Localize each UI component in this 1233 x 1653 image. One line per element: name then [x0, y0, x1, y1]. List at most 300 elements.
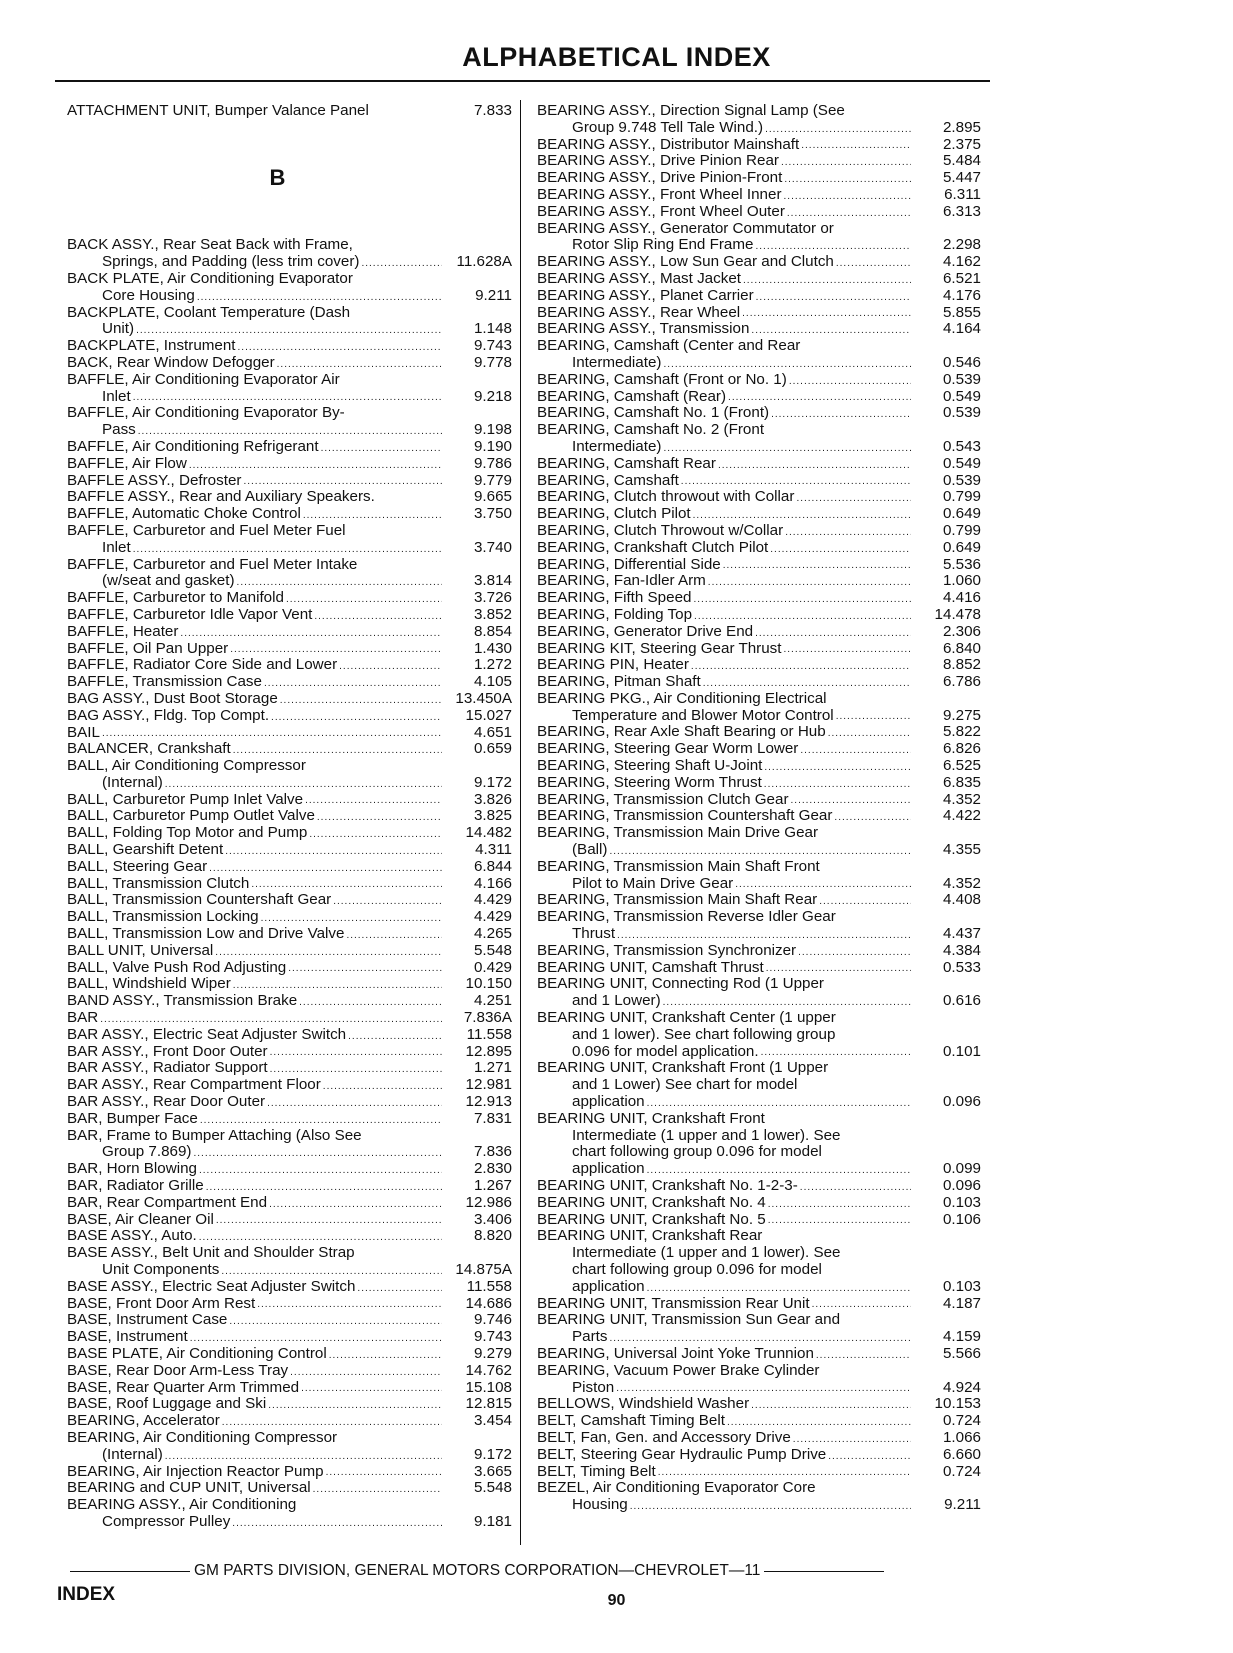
leader-dots	[180, 627, 442, 641]
leader-dots	[102, 727, 442, 741]
leader-dots	[277, 358, 442, 372]
index-entry	[67, 892, 512, 909]
entry-text: BEARING, Clutch Throwout w/Collar	[537, 522, 784, 539]
leader-dots	[658, 1466, 911, 1480]
index-entry	[67, 1195, 512, 1212]
index-entry-continuation	[537, 1161, 981, 1178]
group-number: 4.166	[473, 875, 512, 892]
leader-dots	[609, 1332, 911, 1346]
index-entry	[67, 473, 512, 490]
index-entry-continuation	[67, 573, 512, 590]
entry-text: BEARING ASSY., Generator Commutator or	[537, 220, 834, 237]
leader-dots	[755, 240, 911, 254]
group-number: 3.406	[473, 1211, 512, 1228]
index-entry	[537, 254, 981, 271]
group-number: 0.103	[942, 1194, 981, 1211]
index-entry	[67, 909, 512, 926]
entry-text: BEARING ASSY., Direction Signal Lamp (See	[537, 103, 845, 119]
index-entry-continuation	[67, 389, 512, 406]
entry-text: Inlet	[102, 388, 131, 405]
group-number: 15.027	[465, 707, 512, 724]
entry-text: BASE PLATE, Air Conditioning Control	[67, 1345, 327, 1362]
group-number: 9.778	[473, 354, 512, 371]
group-number: 0.543	[942, 438, 981, 455]
leader-dots	[209, 862, 442, 876]
group-number: 0.106	[942, 1211, 981, 1228]
entry-text: BEARING, Generator Drive End	[537, 623, 754, 640]
group-number: 6.786	[942, 674, 981, 691]
index-entry-continuation	[537, 926, 981, 943]
group-number: 0.539	[942, 472, 981, 489]
group-number: 5.822	[942, 724, 981, 741]
index-entry	[537, 1480, 981, 1497]
index-entry	[537, 540, 981, 557]
index-entry	[67, 641, 512, 658]
entry-text: BAG ASSY., Fldg. Top Compt.	[67, 707, 270, 724]
leader-dots	[742, 307, 911, 321]
entry-text: BAFFLE, Transmission Case	[67, 674, 262, 691]
title-rule	[55, 80, 990, 82]
group-number: 6.840	[942, 640, 981, 657]
group-number: 9.190	[473, 438, 512, 455]
entry-text: BASE ASSY., Belt Unit and Shoulder Strap	[67, 1245, 355, 1262]
footer-rule-right	[764, 1571, 884, 1572]
leader-dots	[165, 778, 442, 792]
entry-text: BALL, Air Conditioning Compressor	[67, 758, 306, 775]
index-entry	[537, 1413, 981, 1430]
index-entry	[67, 1212, 512, 1229]
index-entry	[537, 422, 981, 439]
index-entry-continuation	[67, 1447, 512, 1464]
entry-text: BEARING ASSY., Drive Pinion-Front	[537, 170, 783, 187]
entry-text: BAR, Horn Blowing	[67, 1161, 197, 1178]
entry-text: chart following group 0.096 for model	[572, 1261, 822, 1278]
group-number: 3.826	[473, 791, 512, 808]
index-entry-continuation	[537, 1094, 981, 1111]
index-entry	[67, 943, 512, 960]
entry-text: BEARING, Differential Side	[537, 556, 721, 573]
leader-dots	[271, 711, 442, 725]
leader-dots	[784, 190, 911, 204]
leader-dots	[764, 778, 911, 792]
group-number: 6.826	[942, 741, 981, 758]
entry-text: BASE, Instrument	[67, 1329, 188, 1346]
group-number: 0.103	[942, 1278, 981, 1295]
entry-text: (Internal)	[102, 1446, 163, 1463]
leader-dots	[264, 677, 442, 691]
leader-dots	[321, 442, 442, 456]
group-number: 0.099	[942, 1161, 981, 1178]
index-entry-continuation	[67, 1262, 512, 1279]
index-entry	[537, 590, 981, 607]
footer-text: GM PARTS DIVISION, GENERAL MOTORS CORPORATION—CHEVROLET—11	[194, 1562, 761, 1579]
group-number: 4.251	[473, 993, 512, 1010]
group-number: 6.844	[473, 858, 512, 875]
entry-text: chart following group 0.096 for model	[572, 1144, 822, 1161]
leader-dots	[819, 895, 911, 909]
index-entry-continuation	[537, 1027, 981, 1044]
entry-text: Unit Components	[102, 1262, 220, 1278]
entry-text: Intermediate)	[572, 354, 662, 371]
index-entry	[537, 187, 981, 204]
index-entry	[537, 523, 981, 540]
group-number: 10.150	[465, 976, 512, 993]
index-entry	[537, 808, 981, 825]
index-label: INDEX	[57, 1584, 116, 1605]
page-number: 90	[607, 1592, 626, 1609]
group-number: 0.549	[942, 388, 981, 405]
entry-text: BEARING, Camshaft (Front or No. 1)	[537, 371, 787, 388]
group-number: 12.895	[465, 1043, 512, 1060]
entry-text: application	[572, 1094, 645, 1111]
group-number: 2.375	[942, 136, 981, 153]
group-number: 3.825	[473, 808, 512, 825]
entry-text: Rotor Slip Ring End Frame	[572, 237, 754, 254]
entry-text: and 1 lower). See chart following group	[572, 1026, 836, 1043]
leader-dots	[305, 794, 442, 808]
index-entry-continuation	[537, 1380, 981, 1397]
index-entry	[537, 657, 981, 674]
leader-dots	[836, 257, 911, 271]
group-number: 6.521	[942, 270, 981, 287]
index-entry	[537, 153, 981, 170]
entry-text: BAIL	[67, 724, 100, 741]
index-entry-continuation	[537, 120, 981, 137]
entry-text: BAG ASSY., Dust Boot Storage	[67, 690, 278, 707]
index-entry	[537, 1296, 981, 1313]
entry-text: Housing	[572, 1497, 628, 1514]
group-number: 11.558	[466, 1278, 512, 1295]
group-number: 9.779	[473, 472, 512, 489]
index-entry	[67, 1060, 512, 1077]
entry-text: BELT, Fan, Gen. and Accessory Drive	[537, 1429, 791, 1446]
leader-dots	[791, 794, 911, 808]
index-entry	[67, 1161, 512, 1178]
index-entry	[67, 1111, 512, 1128]
leader-dots	[230, 643, 442, 657]
entry-text: (Internal)	[102, 774, 163, 791]
index-entry	[67, 657, 512, 674]
entry-text: BALL UNIT, Universal	[67, 942, 214, 959]
leader-dots	[800, 1181, 911, 1195]
entry-text: BEARING, Camshaft	[537, 472, 679, 489]
group-number: 9.275	[942, 707, 981, 724]
leader-dots	[694, 610, 911, 624]
index-entry	[67, 976, 512, 993]
leader-dots	[270, 1063, 442, 1077]
index-entry	[537, 892, 981, 909]
index-entry	[537, 473, 981, 490]
entry-text: BALL, Transmission Countershaft Gear	[67, 892, 332, 909]
entry-text: BEZEL, Air Conditioning Evaporator Core	[537, 1480, 816, 1497]
leader-dots	[100, 1013, 442, 1027]
column-divider	[520, 100, 521, 1545]
group-number: 15.108	[465, 1379, 512, 1396]
index-entry	[67, 1312, 512, 1329]
footer	[66, 1562, 986, 1580]
index-entry	[67, 1329, 512, 1346]
index-entry	[537, 960, 981, 977]
leader-dots	[136, 324, 442, 338]
leader-dots	[346, 929, 442, 943]
entry-text: BEARING ASSY., Low Sun Gear and Clutch	[537, 254, 834, 271]
group-number: 3.726	[473, 590, 512, 607]
entry-text: Intermediate (1 upper and 1 lower). See	[572, 1127, 841, 1144]
group-number: 0.549	[942, 455, 981, 472]
leader-dots	[222, 1416, 442, 1430]
index-entry	[67, 1178, 512, 1195]
group-number: 4.352	[942, 875, 981, 892]
leader-dots	[718, 459, 911, 473]
index-entry	[537, 456, 981, 473]
index-entry	[537, 1195, 981, 1212]
leader-dots	[663, 442, 911, 456]
index-entry-continuation	[537, 237, 981, 254]
index-entry	[537, 1346, 981, 1363]
leader-dots	[834, 811, 911, 825]
leader-dots	[138, 425, 442, 439]
entry-text: BEARING UNIT, Crankshaft Center (1 upper	[537, 1010, 836, 1027]
index-entry-continuation	[537, 1128, 981, 1145]
group-number: 3.454	[473, 1413, 512, 1430]
index-entry	[67, 1430, 512, 1447]
entry-text: BACKPLATE, Coolant Temperature (Dash	[67, 304, 351, 321]
index-entry	[67, 960, 512, 977]
entry-text: BAR, Frame to Bumper Attaching (Also See	[67, 1127, 362, 1144]
index-entry	[537, 724, 981, 741]
index-entry	[537, 137, 981, 154]
entry-text: BALL, Carburetor Pump Inlet Valve	[67, 791, 304, 808]
entry-text: BEARING, Fifth Speed	[537, 590, 692, 607]
index-entry	[537, 506, 981, 523]
leader-dots	[663, 996, 911, 1010]
index-entry	[67, 1094, 512, 1111]
leader-dots	[206, 1181, 442, 1195]
group-number: 14.686	[465, 1295, 512, 1312]
group-number: 8.852	[942, 657, 981, 674]
entry-text: BEARING, Camshaft No. 2 (Front	[537, 422, 765, 439]
leader-dots	[268, 1399, 442, 1413]
index-column-right	[537, 103, 981, 1514]
group-number: 0.659	[473, 741, 512, 758]
group-number: 5.566	[942, 1345, 981, 1362]
entry-text: BASE, Rear Quarter Arm Trimmed	[67, 1379, 300, 1396]
group-number: 0.096	[942, 1094, 981, 1111]
index-entry	[537, 338, 981, 355]
entry-text: BAFFLE, Carburetor to Manifold	[67, 590, 284, 607]
group-number: 14.478	[934, 606, 981, 623]
entry-text: BAR ASSY., Front Door Outer	[67, 1043, 268, 1060]
group-number: 7.836A	[463, 1010, 512, 1027]
group-number: 9.279	[473, 1345, 512, 1362]
index-entry	[537, 943, 981, 960]
leader-dots	[232, 1517, 442, 1531]
group-number: 4.176	[942, 287, 981, 304]
entry-text: BEARING ASSY., Drive Pinion Rear	[537, 153, 779, 170]
leader-dots	[800, 744, 911, 758]
entry-text: BELLOWS, Windshield Washer	[537, 1396, 750, 1413]
entry-text: BEARING, Transmission Countershaft Gear	[537, 808, 833, 825]
group-number: 9.746	[473, 1312, 512, 1329]
group-number: 8.820	[473, 1228, 512, 1245]
entry-text: BEARING ASSY., Air Conditioning	[67, 1497, 297, 1514]
group-number: 1.060	[942, 573, 981, 590]
group-number: 2.298	[942, 237, 981, 254]
leader-dots	[693, 593, 911, 607]
entry-text: Parts	[572, 1329, 608, 1346]
entry-text: BAR, Radiator Grille	[67, 1178, 204, 1195]
index-entry-continuation	[67, 288, 512, 305]
index-entry-continuation	[67, 540, 512, 557]
index-entry-continuation	[537, 439, 981, 456]
index-entry	[537, 976, 981, 993]
leader-dots	[314, 610, 442, 624]
index-entry	[67, 1228, 512, 1245]
entry-text: (w/seat and gasket)	[102, 573, 235, 590]
group-number: 2.895	[942, 119, 981, 136]
leader-dots	[681, 475, 911, 489]
index-entry-continuation	[537, 1245, 981, 1262]
index-entry	[67, 506, 512, 523]
entry-text: BEARING ASSY., Transmission	[537, 321, 750, 338]
group-number: 4.408	[942, 892, 981, 909]
entry-text: 0.096 for model application.	[572, 1043, 759, 1060]
entry-text: BAFFLE, Carburetor and Fuel Meter Intake	[67, 556, 358, 573]
entry-text: application	[572, 1161, 645, 1178]
index-entry	[537, 103, 981, 120]
leader-dots	[357, 1282, 442, 1296]
index-entry	[67, 523, 512, 540]
group-number: 4.651	[473, 724, 512, 741]
group-number: 6.835	[942, 774, 981, 791]
entry-text: BEARING, Clutch Pilot	[537, 506, 691, 523]
index-entry	[67, 1380, 512, 1397]
entry-text: BEARING, Air Injection Reactor Pump	[67, 1463, 324, 1480]
group-number: 12.815	[465, 1396, 512, 1413]
group-number: 9.743	[473, 1329, 512, 1346]
index-entry	[67, 993, 512, 1010]
index-entry	[537, 405, 981, 422]
index-entry	[67, 489, 512, 506]
group-number: 12.981	[465, 1077, 512, 1094]
group-number: 0.429	[473, 959, 512, 976]
entry-text: BALL, Transmission Clutch	[67, 875, 250, 892]
index-entry	[67, 1296, 512, 1313]
group-number: 4.105	[473, 674, 512, 691]
entry-text: BEARING, Crankshaft Clutch Pilot	[537, 539, 769, 556]
leader-dots	[735, 878, 911, 892]
entry-text: BEARING, Clutch throwout with Collar	[537, 489, 795, 506]
leader-dots	[199, 1164, 442, 1178]
group-number: 14.762	[465, 1362, 512, 1379]
entry-text: BEARING, Camshaft (Center and Rear	[537, 338, 801, 355]
index-entry	[67, 792, 512, 809]
entry-text: BEARING PKG., Air Conditioning Electrical	[537, 690, 827, 707]
leader-dots	[616, 1382, 911, 1396]
leader-dots	[796, 492, 911, 506]
group-number: 12.913	[465, 1094, 512, 1111]
leader-dots	[323, 1080, 442, 1094]
index-entry	[67, 624, 512, 641]
group-number: 1.271	[473, 1060, 512, 1077]
leader-dots	[257, 1298, 442, 1312]
index-entry	[537, 1312, 981, 1329]
group-number: 0.724	[942, 1413, 981, 1430]
group-number: 9.743	[473, 338, 512, 355]
index-entry-continuation	[537, 1044, 981, 1061]
entry-text: BACK, Rear Window Defogger	[67, 354, 275, 371]
index-entry	[537, 859, 981, 876]
index-entry	[67, 305, 512, 322]
index-entry-continuation	[537, 1144, 981, 1161]
index-entry	[67, 1497, 512, 1514]
leader-dots	[647, 1282, 911, 1296]
group-number: 4.162	[942, 254, 981, 271]
index-entry	[67, 372, 512, 389]
index-entry	[67, 439, 512, 456]
entry-text: BAR ASSY., Radiator Support	[67, 1060, 268, 1077]
group-number: 6.525	[942, 758, 981, 775]
leader-dots	[233, 979, 442, 993]
leader-dots	[233, 744, 442, 758]
index-entry	[67, 607, 512, 624]
leader-dots	[828, 1450, 911, 1464]
group-number: 14.875A	[455, 1262, 512, 1278]
group-number: 4.187	[942, 1295, 981, 1312]
leader-dots	[269, 1198, 442, 1212]
entry-text: BACK ASSY., Rear Seat Back with Frame,	[67, 237, 353, 254]
entry-text: BACKPLATE, Instrument	[67, 338, 236, 355]
entry-text: Group 9.748 Tell Tale Wind.)	[572, 119, 764, 136]
group-number: 1.148	[473, 321, 512, 338]
index-entry	[67, 674, 512, 691]
index-entry	[67, 725, 512, 742]
leader-dots	[816, 1349, 911, 1363]
index-entry-continuation	[67, 1514, 512, 1531]
entry-text: BAFFLE ASSY., Defroster	[67, 472, 242, 489]
leader-dots	[647, 1164, 911, 1178]
leader-dots	[286, 593, 442, 607]
leader-dots	[630, 1500, 911, 1514]
leader-dots	[663, 358, 911, 372]
entry-text: BASE, Rear Door Arm-Less Tray	[67, 1362, 289, 1379]
leader-dots	[703, 677, 911, 691]
leader-dots	[743, 274, 911, 288]
index-entry-continuation	[67, 254, 512, 271]
group-number: 5.484	[942, 153, 981, 170]
entry-text: BEARING, Steering Worm Thrust	[537, 774, 762, 791]
leader-dots	[708, 576, 911, 590]
entry-text: BAR, Rear Compartment End	[67, 1194, 268, 1211]
entry-text: BEARING PIN, Heater	[537, 657, 689, 674]
group-number: 1.272	[473, 657, 512, 674]
leader-dots	[229, 1315, 442, 1329]
entry-text: Intermediate)	[572, 438, 662, 455]
entry-text: BALL, Carburetor Pump Outlet Valve	[67, 808, 315, 825]
leader-dots	[766, 962, 911, 976]
group-number: 5.855	[942, 304, 981, 321]
index-entry	[537, 792, 981, 809]
index-entry-continuation	[537, 1262, 981, 1279]
leader-dots	[216, 1214, 442, 1228]
leader-dots	[267, 1097, 442, 1111]
index-entry	[67, 1044, 512, 1061]
entry-text: BAFFLE, Heater	[67, 623, 179, 640]
index-entry	[537, 1111, 981, 1128]
entry-text: BEARING, Accelerator	[67, 1413, 220, 1430]
index-entry	[537, 489, 981, 506]
entry-text: BEARING UNIT, Crankshaft Rear	[537, 1228, 763, 1245]
